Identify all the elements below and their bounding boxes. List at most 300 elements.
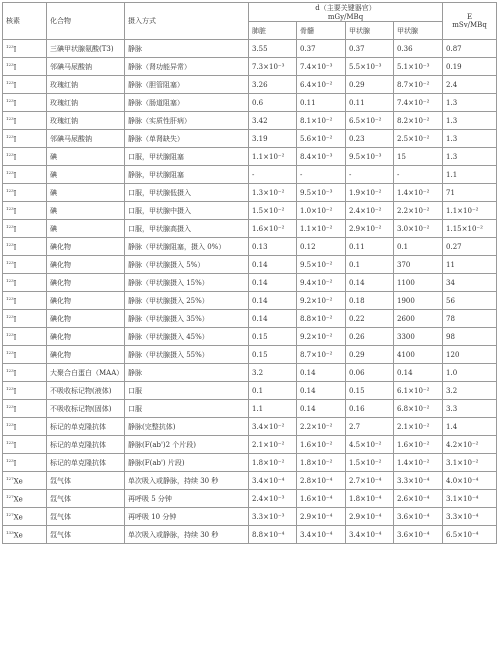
nuclide-mass: 123 <box>6 295 14 301</box>
cell-organ-dose: 7.4×10⁻³ <box>297 58 346 76</box>
cell-nuclide <box>3 130 47 148</box>
cell-compound: 三碘甲状腺氨酸(T3) <box>47 40 125 58</box>
cell-nuclide <box>3 508 47 526</box>
cell-organ-dose: 5.5×10⁻³ <box>346 58 394 76</box>
cell-organ-dose: 2.8×10⁻⁴ <box>297 472 346 490</box>
cell-organ-dose: 2.1×10⁻² <box>394 418 443 436</box>
cell-effective-dose: 1.3 <box>443 130 497 148</box>
cell-organ-dose: 3.4×10⁻⁴ <box>297 526 346 544</box>
nuclide-mass: 123 <box>6 43 14 49</box>
cell-organ-dose: 3.4×10⁻² <box>249 418 297 436</box>
nuclide-element: I <box>13 441 17 450</box>
cell-effective-dose: 11 <box>443 256 497 274</box>
cell-organ-dose: 2.9×10⁻⁴ <box>297 508 346 526</box>
cell-organ-dose: 1.1 <box>249 400 297 418</box>
cell-route: 静脉（甲状腺阻塞，摄入 0%） <box>125 238 249 256</box>
cell-route: 静脉（肾功能异常） <box>125 58 249 76</box>
header-dose-group <box>249 3 443 22</box>
nuclide-element: I <box>13 117 17 126</box>
nuclide-element: I <box>13 279 17 288</box>
cell-organ-dose: 3.26 <box>249 76 297 94</box>
cell-organ-dose: 0.16 <box>346 400 394 418</box>
cell-organ-dose: 7.3×10⁻³ <box>249 58 297 76</box>
cell-effective-dose: 1.15×10⁻² <box>443 220 497 238</box>
cell-organ-dose: 0.13 <box>249 238 297 256</box>
cell-nuclide <box>3 346 47 364</box>
nuclide-element: I <box>13 45 17 54</box>
cell-organ-dose: 9.5×10⁻² <box>297 256 346 274</box>
cell-organ-dose: 0.36 <box>394 40 443 58</box>
table-row <box>3 400 497 418</box>
table-row <box>3 418 497 436</box>
nuclide-element: I <box>13 351 17 360</box>
cell-route: 静脉（单肾缺失） <box>125 130 249 148</box>
cell-effective-dose: 0.87 <box>443 40 497 58</box>
cell-compound: 碘 <box>47 166 125 184</box>
cell-route: 口服，甲状腺高摄入 <box>125 220 249 238</box>
table-row <box>3 364 497 382</box>
cell-compound: 碘 <box>47 202 125 220</box>
cell-organ-dose: 0.14 <box>249 256 297 274</box>
cell-organ-dose: 0.11 <box>346 238 394 256</box>
cell-effective-dose: 3.1×10⁻² <box>443 454 497 472</box>
cell-nuclide <box>3 472 47 490</box>
nuclide-element: I <box>13 297 17 306</box>
cell-route: 再呼吸 10 分钟 <box>125 508 249 526</box>
cell-compound: 碘 <box>47 220 125 238</box>
cell-organ-dose: 8.7×10⁻² <box>297 346 346 364</box>
cell-organ-dose: 4.5×10⁻² <box>346 436 394 454</box>
cell-organ-dose: 0.29 <box>346 76 394 94</box>
cell-organ-dose: 9.2×10⁻² <box>297 292 346 310</box>
cell-effective-dose: 2.4 <box>443 76 497 94</box>
nuclide-element: I <box>13 405 17 414</box>
cell-organ-dose: - <box>394 166 443 184</box>
cell-effective-dose: 71 <box>443 184 497 202</box>
cell-compound: 氙气体 <box>47 526 125 544</box>
nuclide-element: I <box>13 189 17 198</box>
nuclide-element: Xe <box>13 513 23 522</box>
nuclide-mass: 123 <box>6 403 14 409</box>
cell-organ-dose: 0.06 <box>346 364 394 382</box>
header-compound: 化合物 <box>47 3 125 40</box>
cell-route: 静脉（肠道阻塞） <box>125 94 249 112</box>
table-row <box>3 472 497 490</box>
cell-nuclide <box>3 490 47 508</box>
table-row <box>3 256 497 274</box>
cell-compound: 不吸收标记物(固体) <box>47 400 125 418</box>
cell-compound: 氙气体 <box>47 472 125 490</box>
cell-nuclide <box>3 40 47 58</box>
nuclide-element: I <box>13 225 17 234</box>
cell-nuclide <box>3 112 47 130</box>
nuclide-mass: 133 <box>6 529 14 535</box>
nuclide-mass: 123 <box>6 115 14 121</box>
nuclide-element: I <box>13 387 17 396</box>
table-row <box>3 292 497 310</box>
nuclide-element: I <box>13 333 17 342</box>
nuclide-element: I <box>13 171 17 180</box>
cell-organ-dose: 9.5×10⁻³ <box>346 148 394 166</box>
table-row <box>3 454 497 472</box>
cell-nuclide <box>3 436 47 454</box>
nuclide-element: I <box>13 81 17 90</box>
table-row <box>3 166 497 184</box>
nuclide-mass: 123 <box>6 169 14 175</box>
cell-nuclide <box>3 256 47 274</box>
cell-organ-dose: 8.8×10⁻² <box>297 310 346 328</box>
nuclide-mass: 123 <box>6 439 14 445</box>
nuclide-mass: 123 <box>6 277 14 283</box>
header-row-1 <box>3 3 497 22</box>
cell-compound: 标记的单克隆抗体 <box>47 454 125 472</box>
nuclide-element: Xe <box>13 477 23 486</box>
cell-organ-dose: 0.1 <box>394 238 443 256</box>
cell-route: 静脉（甲状腺摄入 35%） <box>125 310 249 328</box>
header-dose-line2: mGy/MBq <box>327 13 364 21</box>
table-row <box>3 328 497 346</box>
header-organ-3: 甲状腺 <box>346 22 394 40</box>
cell-nuclide <box>3 184 47 202</box>
cell-organ-dose: 9.2×10⁻² <box>297 328 346 346</box>
cell-route: 静脉（甲状腺摄入 45%） <box>125 328 249 346</box>
cell-route: 单次吸入或静脉，持续 30 秒 <box>125 526 249 544</box>
cell-nuclide <box>3 202 47 220</box>
cell-organ-dose: 0.22 <box>346 310 394 328</box>
cell-organ-dose: 3.2 <box>249 364 297 382</box>
cell-effective-dose: 56 <box>443 292 497 310</box>
nuclide-element: I <box>13 153 17 162</box>
table-header <box>3 3 497 40</box>
cell-organ-dose: 2.7 <box>346 418 394 436</box>
cell-effective-dose: 6.5×10⁻⁴ <box>443 526 497 544</box>
nuclide-element: I <box>13 261 17 270</box>
cell-compound: 碘化物 <box>47 346 125 364</box>
header-dose-line1: d（主要关键器官） <box>315 4 376 12</box>
cell-organ-dose: 2.2×10⁻² <box>394 202 443 220</box>
cell-route: 静脉（甲状腺摄入 5%） <box>125 256 249 274</box>
nuclide-mass: 123 <box>6 205 14 211</box>
cell-organ-dose: 1.5×10⁻² <box>249 202 297 220</box>
nuclide-mass: 127 <box>6 511 14 517</box>
cell-organ-dose: 15 <box>394 148 443 166</box>
cell-organ-dose: 3.42 <box>249 112 297 130</box>
header-eff-symbol: E <box>466 13 473 21</box>
cell-organ-dose: 0.1 <box>346 256 394 274</box>
cell-organ-dose: 0.37 <box>346 40 394 58</box>
cell-route: 口服，甲状腺阻塞 <box>125 148 249 166</box>
cell-effective-dose: 4.0×10⁻⁴ <box>443 472 497 490</box>
cell-nuclide <box>3 328 47 346</box>
cell-compound: 碘化物 <box>47 292 125 310</box>
cell-effective-dose: 78 <box>443 310 497 328</box>
table-row <box>3 148 497 166</box>
cell-organ-dose: 4100 <box>394 346 443 364</box>
cell-nuclide <box>3 526 47 544</box>
cell-organ-dose: - <box>249 166 297 184</box>
cell-organ-dose: 0.14 <box>249 310 297 328</box>
cell-organ-dose: 3.0×10⁻² <box>394 220 443 238</box>
nuclide-mass: 123 <box>6 151 14 157</box>
cell-nuclide <box>3 292 47 310</box>
cell-compound: 氙气体 <box>47 508 125 526</box>
cell-nuclide <box>3 400 47 418</box>
cell-organ-dose: 1.3×10⁻² <box>249 184 297 202</box>
cell-effective-dose: 34 <box>443 274 497 292</box>
cell-organ-dose: 1.6×10⁻² <box>249 220 297 238</box>
cell-effective-dose: 3.2 <box>443 382 497 400</box>
cell-compound: 碘化物 <box>47 274 125 292</box>
cell-organ-dose: 1900 <box>394 292 443 310</box>
cell-compound: 氙气体 <box>47 490 125 508</box>
table-row <box>3 436 497 454</box>
cell-organ-dose: 5.6×10⁻² <box>297 130 346 148</box>
cell-route: 静脉（甲状腺摄入 25%） <box>125 292 249 310</box>
nuclide-element: Xe <box>13 531 23 540</box>
cell-organ-dose: 3.6×10⁻⁴ <box>394 508 443 526</box>
cell-effective-dose: 3.3×10⁻⁴ <box>443 508 497 526</box>
cell-organ-dose: 1.8×10⁻² <box>297 454 346 472</box>
cell-organ-dose: 8.2×10⁻² <box>394 112 443 130</box>
cell-organ-dose: 1.8×10⁻² <box>249 454 297 472</box>
nuclide-element: I <box>13 423 17 432</box>
cell-organ-dose: 1.6×10⁻² <box>394 436 443 454</box>
cell-organ-dose: 1.4×10⁻² <box>394 454 443 472</box>
cell-organ-dose: 1.1×10⁻² <box>297 220 346 238</box>
table-row <box>3 112 497 130</box>
cell-organ-dose: 0.14 <box>297 364 346 382</box>
header-organ-lung: 肺脏 <box>249 22 297 40</box>
cell-nuclide <box>3 364 47 382</box>
cell-organ-dose: 7.4×10⁻² <box>394 94 443 112</box>
cell-organ-dose: 0.15 <box>346 382 394 400</box>
cell-organ-dose: - <box>297 166 346 184</box>
cell-organ-dose: 5.1×10⁻³ <box>394 58 443 76</box>
table-row <box>3 490 497 508</box>
header-effective-dose <box>443 3 497 40</box>
cell-route: 静脉(F(ab') 片段) <box>125 454 249 472</box>
table-row <box>3 130 497 148</box>
cell-route: 口服 <box>125 382 249 400</box>
cell-effective-dose: 1.0 <box>443 364 497 382</box>
cell-organ-dose: 0.18 <box>346 292 394 310</box>
cell-nuclide <box>3 76 47 94</box>
nuclide-mass: 123 <box>6 421 14 427</box>
cell-compound: 大聚合白蛋白（MAA） <box>47 364 125 382</box>
cell-organ-dose: 0.1 <box>249 382 297 400</box>
cell-organ-dose: 0.15 <box>249 346 297 364</box>
cell-compound: 邻碘马尿酸钠 <box>47 130 125 148</box>
cell-nuclide <box>3 310 47 328</box>
cell-nuclide <box>3 94 47 112</box>
cell-organ-dose: - <box>346 166 394 184</box>
cell-organ-dose: 1.1×10⁻² <box>249 148 297 166</box>
header-route: 摄入方式 <box>125 3 249 40</box>
cell-route: 静脉（甲状腺摄入 15%） <box>125 274 249 292</box>
cell-route: 静脉 <box>125 40 249 58</box>
cell-organ-dose: 3.4×10⁻⁴ <box>249 472 297 490</box>
cell-compound: 玫瑰红钠 <box>47 112 125 130</box>
cell-organ-dose: 0.23 <box>346 130 394 148</box>
cell-organ-dose: 2600 <box>394 310 443 328</box>
nuclide-element: I <box>13 63 17 72</box>
cell-organ-dose: 0.11 <box>297 94 346 112</box>
cell-nuclide <box>3 148 47 166</box>
table-row <box>3 58 497 76</box>
cell-organ-dose: 3.6×10⁻⁴ <box>394 526 443 544</box>
cell-organ-dose: 3.3×10⁻³ <box>249 508 297 526</box>
cell-compound: 碘化物 <box>47 238 125 256</box>
cell-effective-dose: 3.1×10⁻⁴ <box>443 490 497 508</box>
cell-organ-dose: 2.6×10⁻⁴ <box>394 490 443 508</box>
nuclide-element: I <box>13 99 17 108</box>
cell-nuclide <box>3 382 47 400</box>
cell-route: 静脉（胆管阻塞） <box>125 76 249 94</box>
cell-nuclide <box>3 418 47 436</box>
cell-effective-dose: 1.3 <box>443 148 497 166</box>
cell-organ-dose: 2.4×10⁻³ <box>249 490 297 508</box>
nuclide-mass: 123 <box>6 241 14 247</box>
nuclide-element: I <box>13 315 17 324</box>
cell-effective-dose: 4.2×10⁻² <box>443 436 497 454</box>
cell-organ-dose: 0.14 <box>297 400 346 418</box>
cell-organ-dose: 0.14 <box>249 274 297 292</box>
cell-organ-dose: 0.37 <box>297 40 346 58</box>
cell-organ-dose: 1100 <box>394 274 443 292</box>
cell-effective-dose: 1.4 <box>443 418 497 436</box>
cell-effective-dose: 120 <box>443 346 497 364</box>
table-row <box>3 202 497 220</box>
nuclide-mass: 123 <box>6 223 14 229</box>
cell-route: 静脉 <box>125 364 249 382</box>
cell-organ-dose: 0.29 <box>346 346 394 364</box>
cell-organ-dose: 1.4×10⁻² <box>394 184 443 202</box>
cell-effective-dose: 1.1×10⁻² <box>443 202 497 220</box>
cell-compound: 标记的单克隆抗体 <box>47 436 125 454</box>
cell-compound: 标记的单克隆抗体 <box>47 418 125 436</box>
table-row <box>3 76 497 94</box>
header-nuclide: 核素 <box>3 3 47 40</box>
nuclide-mass: 123 <box>6 187 14 193</box>
nuclide-mass: 123 <box>6 331 14 337</box>
cell-organ-dose: 3300 <box>394 328 443 346</box>
table-row <box>3 94 497 112</box>
cell-organ-dose: 1.5×10⁻² <box>346 454 394 472</box>
cell-organ-dose: 0.14 <box>249 292 297 310</box>
header-organ-thyroid: 甲状腺 <box>394 22 443 40</box>
cell-organ-dose: 1.9×10⁻² <box>346 184 394 202</box>
header-organ-marrow: 骨髓 <box>297 22 346 40</box>
cell-compound: 碘 <box>47 148 125 166</box>
nuclide-mass: 127 <box>6 475 14 481</box>
cell-organ-dose: 3.55 <box>249 40 297 58</box>
cell-organ-dose: 2.5×10⁻² <box>394 130 443 148</box>
cell-effective-dose: 0.19 <box>443 58 497 76</box>
cell-route: 口服 <box>125 400 249 418</box>
table-row <box>3 220 497 238</box>
cell-compound: 碘化物 <box>47 256 125 274</box>
cell-organ-dose: 2.9×10⁻⁴ <box>346 508 394 526</box>
nuclide-mass: 123 <box>6 457 14 463</box>
nuclide-mass: 123 <box>6 97 14 103</box>
table-row <box>3 184 497 202</box>
nuclide-mass: 127 <box>6 493 14 499</box>
cell-compound: 碘化物 <box>47 328 125 346</box>
table-row <box>3 346 497 364</box>
nuclide-mass: 123 <box>6 313 14 319</box>
nuclide-element: I <box>13 207 17 216</box>
cell-organ-dose: 8.1×10⁻² <box>297 112 346 130</box>
cell-organ-dose: 3.3×10⁻⁴ <box>394 472 443 490</box>
cell-organ-dose: 6.1×10⁻² <box>394 382 443 400</box>
table-row <box>3 40 497 58</box>
cell-organ-dose: 0.11 <box>346 94 394 112</box>
cell-effective-dose: 3.3 <box>443 400 497 418</box>
table-row <box>3 508 497 526</box>
cell-nuclide <box>3 274 47 292</box>
cell-route: 静脉，甲状腺阻塞 <box>125 166 249 184</box>
cell-nuclide <box>3 238 47 256</box>
table-body <box>3 40 497 544</box>
cell-organ-dose: 0.14 <box>297 382 346 400</box>
cell-organ-dose: 1.8×10⁻⁴ <box>346 490 394 508</box>
cell-nuclide <box>3 454 47 472</box>
cell-organ-dose: 2.9×10⁻² <box>346 220 394 238</box>
cell-compound: 不吸收标记物(液体) <box>47 382 125 400</box>
table-row <box>3 274 497 292</box>
cell-organ-dose: 2.4×10⁻² <box>346 202 394 220</box>
nuclide-mass: 123 <box>6 61 14 67</box>
cell-organ-dose: 8.8×10⁻⁴ <box>249 526 297 544</box>
cell-route: 口服，甲状腺低摄入 <box>125 184 249 202</box>
nuclide-element: I <box>13 135 17 144</box>
cell-organ-dose: 1.6×10⁻² <box>297 436 346 454</box>
nuclide-mass: 123 <box>6 79 14 85</box>
cell-organ-dose: 6.5×10⁻² <box>346 112 394 130</box>
nuclide-mass: 123 <box>6 349 14 355</box>
cell-nuclide <box>3 220 47 238</box>
cell-organ-dose: 2.1×10⁻² <box>249 436 297 454</box>
cell-effective-dose: 1.3 <box>443 94 497 112</box>
cell-organ-dose: 8.4×10⁻³ <box>297 148 346 166</box>
table-row <box>3 310 497 328</box>
dose-table <box>2 2 497 544</box>
cell-nuclide <box>3 58 47 76</box>
cell-compound: 玫瑰红钠 <box>47 94 125 112</box>
cell-organ-dose: 9.5×10⁻³ <box>297 184 346 202</box>
cell-compound: 碘 <box>47 184 125 202</box>
cell-route: 静脉(完整抗体) <box>125 418 249 436</box>
cell-organ-dose: 2.2×10⁻² <box>297 418 346 436</box>
cell-organ-dose: 6.4×10⁻² <box>297 76 346 94</box>
nuclide-mass: 123 <box>6 133 14 139</box>
cell-route: 静脉（实质性肝病） <box>125 112 249 130</box>
cell-organ-dose: 0.14 <box>394 364 443 382</box>
cell-organ-dose: 3.19 <box>249 130 297 148</box>
cell-route: 口服，甲状腺中摄入 <box>125 202 249 220</box>
cell-organ-dose: 9.4×10⁻² <box>297 274 346 292</box>
header-eff-unit: mSv/MBq <box>452 21 487 29</box>
cell-organ-dose: 370 <box>394 256 443 274</box>
cell-route: 静脉（甲状腺摄入 55%） <box>125 346 249 364</box>
cell-effective-dose: 0.27 <box>443 238 497 256</box>
nuclide-element: I <box>13 459 17 468</box>
cell-compound: 玫瑰红钠 <box>47 76 125 94</box>
cell-route: 静脉(F(ab')2 个片段) <box>125 436 249 454</box>
cell-compound: 邻碘马尿酸钠 <box>47 58 125 76</box>
cell-organ-dose: 0.15 <box>249 328 297 346</box>
cell-organ-dose: 0.12 <box>297 238 346 256</box>
